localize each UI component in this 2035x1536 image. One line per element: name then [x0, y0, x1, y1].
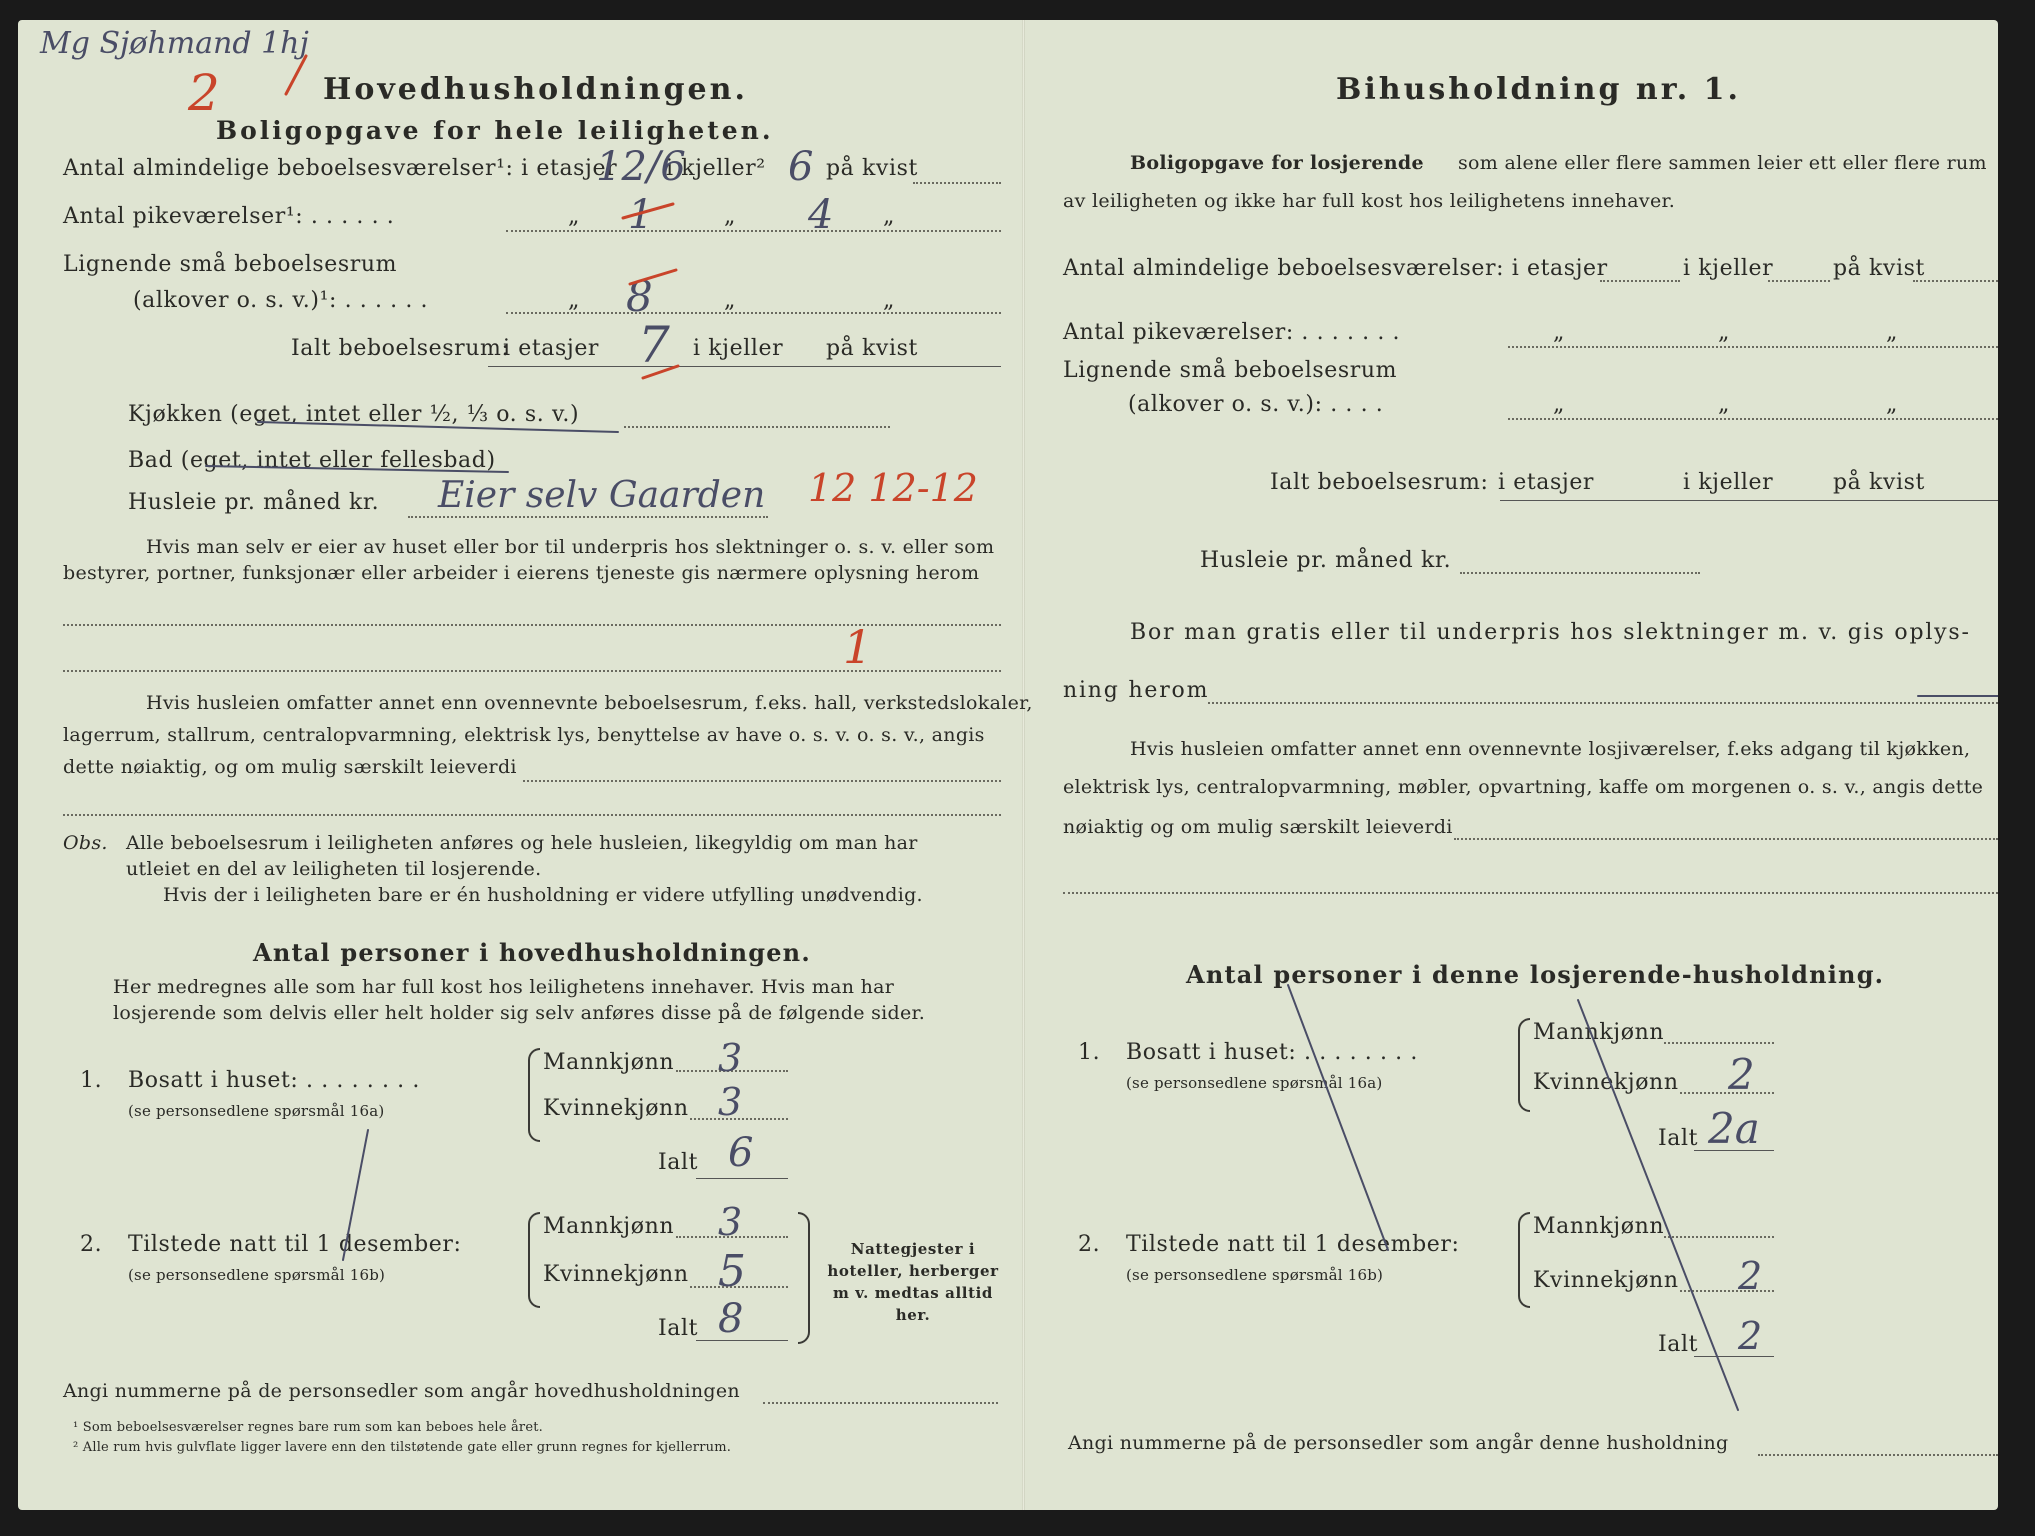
right-total-kjeller: i kjeller [1683, 470, 1774, 495]
right-q2-kvinne: Kvinnekjønn [1533, 1268, 1679, 1293]
left-obs-line2: utleiet en del av leiligheten til losjerende. [126, 858, 542, 880]
left-footnote-2: ² Alle rum hvis gulvflate ligger lavere enn den tilstøtende gate eller grunn regnes for kjellerrum. [73, 1440, 732, 1455]
left-obs-line1: Alle beboelsesrum i leiligheten anføres og hele husleien, likegyldig om man har [126, 832, 918, 854]
quote-mark: „ [568, 204, 580, 229]
left-angi: Angi nummerne på de personsedler som angår hovedhusholdningen [63, 1380, 740, 1402]
right-q2-number: 2. [1078, 1232, 1101, 1257]
right-para-line1: Hvis husleien omfatter annet enn ovennevnte losjiværelser, f.eks adgang til kjøkken, [1130, 738, 1971, 760]
left-para1-line2: bestyrer, portner, funksjonær eller arbeider i eierens tjeneste gis nærmere oplysning herom [63, 562, 980, 584]
left-para2-line2: lagerrum, stallrum, centralopvarmning, elektrisk lys, benyttelse av have o. s. v. o. s. v., angis [63, 724, 985, 746]
left-rooms-label: Antal almindelige beboelsesværelser¹: i etasjer [63, 156, 618, 181]
left-rent: Husleie pr. måned kr. [128, 490, 380, 515]
right-total-etasjer: i etasjer [1498, 470, 1595, 495]
left-q2-mann: Mannkjønn [543, 1214, 675, 1239]
left-q1-mann: Mannkjønn [543, 1050, 675, 1075]
right-rent: Husleie pr. måned kr. [1200, 548, 1452, 573]
red-strike-small [630, 270, 676, 284]
hw-q2-kvinne: 5 [718, 1246, 746, 1297]
census-form-sheet [18, 20, 1998, 1510]
right-q1-ialt: Ialt [1658, 1126, 1699, 1151]
quote-mark: „ [1718, 320, 1730, 345]
right-total-label: Ialt beboelsesrum: [1270, 470, 1489, 495]
cancel-stroke-2 [1578, 1000, 1738, 1410]
hw-total-etasjer: 7 [638, 316, 670, 374]
quote-mark: „ [568, 288, 580, 313]
right-rooms-kvist: på kvist [1833, 256, 1925, 281]
left-persons-line2: losjerende som delvis eller helt holder sig selv anføres disse på de følgende sider. [113, 1002, 926, 1024]
left-title: Hovedhusholdningen. [323, 72, 748, 107]
right-intro-bold: Boligopgave for losjerende [1130, 152, 1424, 174]
right-small-label-2: (alkover o. s. v.): . . . . [1128, 392, 1384, 417]
left-persons-line1: Her medregnes alle som har full kost hos leilighetens innehaver. Hvis man har [113, 976, 895, 998]
right-title: Bihusholdning nr. 1. [1336, 72, 1741, 107]
right-rooms-kjeller: i kjeller [1683, 256, 1774, 281]
left-q1-kvinne: Kvinnekjønn [543, 1096, 689, 1121]
right-q2-label: Tilstede natt til 1 desember: [1126, 1232, 1460, 1257]
left-para2-line1: Hvis husleien omfatter annet enn ovennevnte beboelsesrum, f.eks. hall, verkstedslokaler, [146, 692, 1033, 714]
left-rooms-kjeller: i kjeller² [666, 156, 766, 181]
quote-mark: „ [1886, 320, 1898, 345]
red-strike-total [643, 366, 678, 378]
hw-pike-etasjer: 1 [628, 192, 654, 238]
left-kitchen: Kjøkken (eget, intet eller ½, ⅓ o. s. v.) [128, 402, 580, 427]
right-pike-label: Antal pikeværelser: . . . . . . . [1063, 320, 1401, 345]
hw-small-etasjer: 8 [626, 272, 653, 321]
left-subtitle: Boligopgave for hele leiligheten. [216, 116, 774, 145]
left-pike-label: Antal pikeværelser¹: . . . . . . [63, 204, 395, 229]
red-tick-top [286, 56, 306, 94]
right-q1-sub: (se personsedlene spørsmål 16a) [1126, 1074, 1383, 1092]
hw-pike-kjeller: 4 [808, 192, 834, 238]
left-obs-line3: Hvis der i leiligheten bare er én husholdning er videre utfylling unødvendig. [163, 884, 923, 906]
right-intro-line1: som alene eller flere sammen leier ett eller flere rum [1458, 152, 1987, 174]
left-small-label-2: (alkover o. s. v.)¹: . . . . . . [133, 288, 429, 313]
left-q2-label: Tilstede natt til 1 desember: [128, 1232, 462, 1257]
hw-right-q2-ialt: 2 [1738, 1314, 1763, 1358]
strike-kitchen [258, 422, 618, 432]
left-nattegjester-note: Nattegjester i hoteller, herberger m v. medtas alltid her. [827, 1240, 999, 1324]
right-intro-line2: av leiligheten og ikke har full kost hos leilighetens innehaver. [1063, 190, 1676, 212]
right-persons-title: Antal personer i denne losjerende-husholdning. [1186, 960, 1885, 989]
left-persons-title: Antal personer i hovedhusholdningen. [253, 938, 811, 967]
left-bath: Bad (eget, intet eller fellesbad) [128, 448, 496, 473]
quote-mark: „ [724, 204, 736, 229]
strike-bath [206, 466, 508, 472]
hw-q2-mann: 3 [718, 1200, 743, 1244]
hw-rent: Eier selv Gaarden [438, 475, 766, 516]
left-q2-number: 2. [80, 1232, 103, 1257]
left-q1-ialt: Ialt [658, 1150, 699, 1175]
cancel-stroke-1 [1288, 985, 1388, 1250]
right-total-kvist: på kvist [1833, 470, 1925, 495]
hw-right-q2-kvinne: 2 [1738, 1254, 1763, 1298]
hw-herom-red: 1 [843, 620, 873, 674]
hw-rent-red: 12 12-12 [808, 466, 978, 510]
left-q2-ialt: Ialt [658, 1316, 699, 1341]
right-q1-kvinne: Kvinnekjønn [1533, 1070, 1679, 1095]
pencil-stroke-left [343, 1130, 368, 1260]
right-gratis-line2: ning herom [1063, 678, 1210, 703]
left-para2-line3: dette nøiaktig, og om mulig særskilt leieverdi [63, 756, 517, 778]
quote-mark: „ [883, 288, 895, 313]
left-q2-kvinne: Kvinnekjønn [543, 1262, 689, 1287]
left-para1-line1: Hvis man selv er eier av huset eller bor til underpris hos slektninger o. s. v. eller som [146, 536, 995, 558]
left-rooms-kvist: på kvist [826, 156, 918, 181]
right-q2-ialt: Ialt [1658, 1332, 1699, 1357]
handwritten-red-number: 2 [188, 64, 220, 122]
quote-mark: „ [1718, 392, 1730, 417]
quote-mark: „ [1553, 392, 1565, 417]
hw-rooms-etasjer: 12/6 [596, 144, 686, 190]
right-q1-mann: Mannkjønn [1533, 1020, 1665, 1045]
left-total-kjeller: i kjeller [693, 336, 784, 361]
hw-q2-ialt: 8 [718, 1296, 744, 1342]
hw-right-q1-kvinne: 2 [1728, 1050, 1755, 1099]
right-angi: Angi nummerne på de personsedler som angår denne husholdning [1068, 1432, 1729, 1454]
right-small-label-1: Lignende små beboelsesrum [1063, 358, 1398, 383]
right-q2-sub: (se personsedlene spørsmål 16b) [1126, 1266, 1384, 1284]
hw-q1-ialt: 6 [728, 1130, 754, 1176]
red-strike-pike [623, 204, 673, 218]
right-q1-number: 1. [1078, 1040, 1101, 1065]
hw-q1-kvinne: 3 [718, 1080, 743, 1124]
quote-mark: „ [883, 204, 895, 229]
quote-mark: „ [1553, 320, 1565, 345]
left-total-etasjer: i etasjer [503, 336, 600, 361]
left-q1-label: Bosatt i huset: . . . . . . . . [128, 1068, 420, 1093]
left-small-label-1: Lignende små beboelsesrum [63, 252, 398, 277]
right-q1-label: Bosatt i huset: . . . . . . . . [1126, 1040, 1418, 1065]
handwritten-top-note: Mg Sjøhmand 1hj [40, 26, 309, 61]
right-q2-mann: Mannkjønn [1533, 1214, 1665, 1239]
right-para-line3: nøiaktig og om mulig særskilt leieverdi [1063, 816, 1453, 838]
left-obs-label: Obs. [63, 832, 108, 854]
left-footnote-1: ¹ Som beboelsesværelser regnes bare rum som kan beboes hele året. [73, 1420, 543, 1435]
handwritten-strokes [18, 20, 1998, 1510]
hw-q1-mann: 3 [718, 1036, 743, 1080]
hw-rooms-kjeller: 6 [788, 144, 814, 190]
left-q2-sub: (se personsedlene spørsmål 16b) [128, 1266, 386, 1284]
right-rooms-label: Antal almindelige beboelsesværelser: i etasjer [1063, 256, 1608, 281]
left-q1-number: 1. [80, 1068, 103, 1093]
right-para-line2: elektrisk lys, centralopvarmning, møbler, opvartning, kaffe om morgenen o. s. v., angis dette [1063, 776, 1984, 798]
right-gratis-line1: Bor man gratis eller til underpris hos slektninger m. v. gis oplys- [1130, 620, 1971, 645]
hw-right-q1-ialt: 2a [1708, 1104, 1760, 1153]
left-q1-sub: (se personsedlene spørsmål 16a) [128, 1102, 385, 1120]
left-total-kvist: på kvist [826, 336, 918, 361]
left-total-label: Ialt beboelsesrum: [291, 336, 510, 361]
quote-mark: „ [724, 288, 736, 313]
quote-mark: „ [1886, 392, 1898, 417]
